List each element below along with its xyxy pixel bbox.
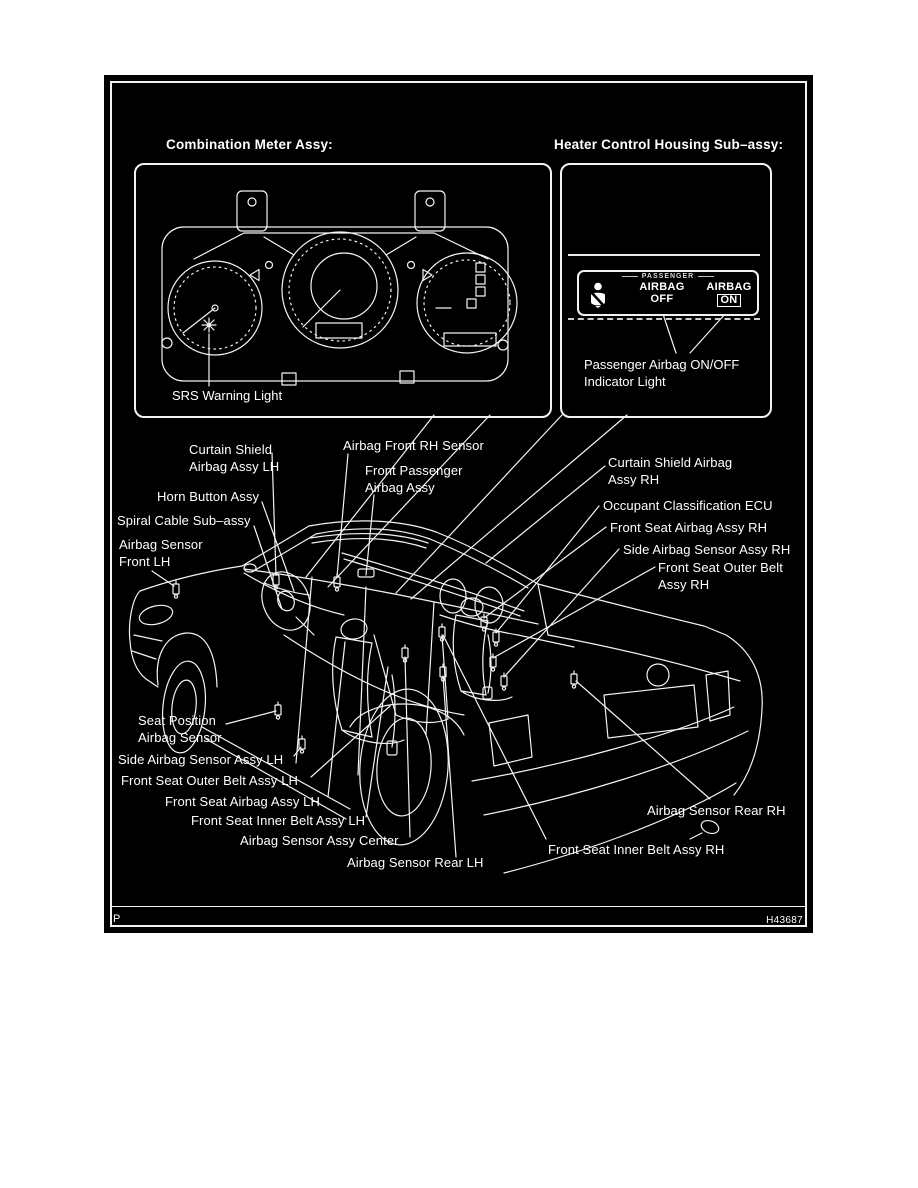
- label-airbag-sensor-front-lh: Airbag Sensor Front LH: [119, 537, 203, 569]
- combination-meter-drawing: [162, 191, 517, 386]
- label-side-airbag-sensor-lh: Side Airbag Sensor Assy LH: [118, 752, 284, 767]
- label-front-seat-inner-belt-rh: Front Seat Inner Belt Assy RH: [548, 842, 725, 857]
- label-airbag-sensor-rear-lh: Airbag Sensor Rear LH: [347, 855, 484, 870]
- label-curtain-shield-airbag-lh: Curtain Shield Airbag Assy LH: [189, 442, 280, 474]
- airbag-off-word: AIRBAG: [639, 281, 685, 293]
- off-word: OFF: [650, 292, 674, 305]
- label-front-seat-outer-belt-rh: Front Seat Outer Belt Assy RH: [658, 560, 783, 592]
- label-airbag-sensor-rear-rh: Airbag Sensor Rear RH: [647, 803, 786, 818]
- figure-code: H43687: [766, 915, 803, 926]
- passenger-callout-line2: Indicator Light: [584, 374, 666, 389]
- label-front-seat-airbag-lh: Front Seat Airbag Assy LH: [165, 794, 320, 809]
- passenger-callout-line1: Passenger Airbag ON/OFF: [584, 357, 740, 372]
- indicator-top-line: [568, 254, 760, 256]
- passenger-text-row: [579, 273, 757, 280]
- srs-warning-light-label: SRS Warning Light: [172, 388, 283, 403]
- heater-control-title: Heater Control Housing Sub–assy:: [554, 137, 784, 152]
- passenger-indicator-callout: [584, 356, 739, 390]
- label-front-passenger-airbag: Front Passenger Airbag Assy: [365, 463, 463, 495]
- passenger-text: PASSENGER: [641, 273, 695, 280]
- label-seat-position-airbag-sensor: Seat Position Airbag Sensor: [138, 713, 222, 745]
- label-front-seat-outer-belt-lh: Front Seat Outer Belt Assy LH: [121, 773, 299, 788]
- label-front-seat-inner-belt-lh: Front Seat Inner Belt Assy LH: [191, 813, 366, 828]
- label-occupant-classification-ecu: Occupant Classification ECU: [603, 498, 773, 513]
- label-airbag-front-rh-sensor: Airbag Front RH Sensor: [343, 438, 484, 453]
- dash-left: [622, 276, 638, 277]
- passenger-airbag-indicator-panel: [577, 270, 759, 316]
- airbag-on-indicator: [703, 282, 755, 307]
- footer-divider: [110, 906, 807, 907]
- label-spiral-cable-sub-assy: Spiral Cable Sub–assy: [117, 513, 251, 528]
- indicator-bottom-line: [568, 318, 760, 320]
- srs-warning-icon: [202, 318, 216, 332]
- label-airbag-sensor-assy-center: Airbag Sensor Assy Center: [240, 833, 399, 848]
- airbag-on-word: AIRBAG: [706, 281, 752, 293]
- seatbelt-icon: [588, 282, 608, 313]
- label-curtain-shield-airbag-rh: Curtain Shield Airbag Assy RH: [608, 455, 733, 487]
- on-word-boxed: ON: [717, 294, 740, 307]
- label-front-seat-airbag-rh: Front Seat Airbag Assy RH: [610, 520, 768, 535]
- combination-meter-title: Combination Meter Assy:: [166, 137, 333, 152]
- page-marker: P: [113, 913, 121, 925]
- diagram-frame: [104, 75, 813, 933]
- airbag-off-indicator: [636, 282, 688, 305]
- dash-right: [698, 276, 714, 277]
- label-horn-button-assy: Horn Button Assy: [157, 489, 260, 504]
- label-side-airbag-sensor-rh: Side Airbag Sensor Assy RH: [623, 542, 791, 557]
